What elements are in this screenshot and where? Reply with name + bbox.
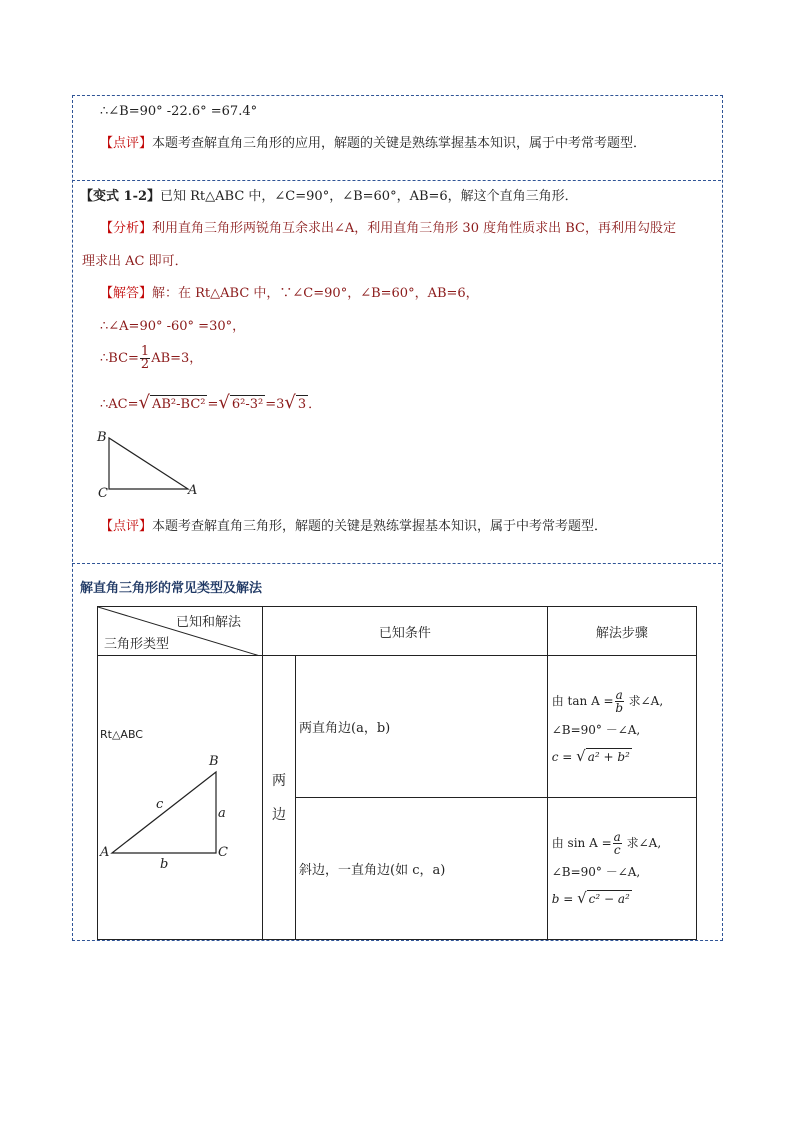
- diagonal-header-cell: [98, 607, 263, 656]
- table-label-a: A: [100, 845, 110, 860]
- half-num: 1: [140, 344, 150, 359]
- group-label-2: 边: [272, 806, 286, 823]
- variant-label-a: A: [188, 483, 198, 498]
- variant-label-b: B: [97, 430, 107, 445]
- variant-triangle: [109, 438, 188, 489]
- row2-den: c: [613, 842, 621, 857]
- ac-end: ．: [308, 397, 322, 412]
- answer-text-1: 解：在 Rt△ABC 中，∵∠C=90°，∠B=60°，AB=6，: [152, 286, 479, 301]
- col-condition-header: 已知条件: [263, 607, 548, 656]
- table-label-c-side: c: [156, 797, 164, 812]
- row1-steps: [547, 656, 696, 798]
- row1-condition: 两直角边(a，b): [296, 656, 548, 798]
- answer-line-2: ∴∠A=90° -60° =30°，: [100, 319, 246, 334]
- row2-step1-pre: 由: [551, 835, 564, 850]
- row1-num: a: [615, 687, 623, 702]
- row1-step1-post: 求∠A,: [628, 693, 664, 708]
- variant-comment: [100, 518, 607, 536]
- table-label-c: C: [218, 845, 228, 860]
- answer-line-4: ∴AC=√ AB²-BC² =√ 6²-3² =3√ 3 ．: [100, 392, 322, 413]
- col-steps-header: 解法步骤: [547, 607, 696, 656]
- answer-tag: 【解答】: [100, 286, 153, 301]
- table-label-a-side: a: [218, 806, 226, 821]
- table-triangle-figure: [98, 756, 260, 866]
- variant-question: [80, 188, 578, 206]
- bc-pre: ∴BC=: [100, 351, 139, 366]
- variant-comment-tag: 【点评】: [100, 519, 153, 534]
- row1-radicand: a² + b²: [587, 749, 630, 764]
- row1-step3: c = √ a² + b²: [551, 746, 630, 765]
- table-label-b: B: [209, 754, 219, 769]
- variant-tag: 【变式 1-2】: [80, 189, 161, 204]
- analysis-tag: 【分析】: [100, 221, 153, 236]
- diag-bottom-label: 三角形类型: [104, 637, 170, 652]
- variant-question-text: 已知 Rt△ABC 中，∠C=90°，∠B=60°，AB=6，解这个直角三角形．: [160, 189, 578, 204]
- ac-pre: ∴AC=: [100, 397, 139, 412]
- answer-line-3: [100, 346, 202, 371]
- group-label-1: 两: [272, 772, 286, 789]
- row2-step2: ∠B=90° －∠A,: [551, 864, 641, 879]
- divider-2: [72, 563, 721, 564]
- group-cell: [263, 656, 296, 940]
- row2-step3: b = √ c² − a²: [551, 888, 630, 907]
- comment-tag: 【点评】: [100, 136, 153, 151]
- comment-text: 本题考查解直角三角形的应用，解题的关键是熟练掌握基本知识，属于中考常考题型．: [152, 136, 647, 151]
- row1-step2: ∠B=90° －∠A,: [551, 722, 641, 737]
- analysis-line-2: 理求出 AC 即可．: [82, 254, 188, 269]
- half-den: 2: [140, 357, 150, 372]
- row2-func: sin A =: [567, 835, 612, 850]
- row1-den: b: [615, 700, 624, 715]
- ac-radicand-1: AB²-BC²: [151, 397, 206, 412]
- variant-label-c: C: [98, 486, 108, 501]
- half-fraction: [140, 346, 150, 371]
- analysis-line-1: [100, 220, 676, 238]
- row2-condition: 斜边，一直角边(如 c，a): [296, 798, 548, 940]
- variant-comment-text: 本题考查解直角三角形，解题的关键是熟练掌握基本知识，属于中考常考题型．: [152, 519, 608, 534]
- analysis-text-1: 利用直角三角形两锐角互余求出∠A，利用直角三角形 30 度角性质求出 BC，再利用勾股定: [152, 221, 676, 236]
- row2-num: a: [613, 829, 621, 844]
- solution-table: [97, 606, 697, 940]
- top-comment: [100, 135, 646, 153]
- answer-line-1: [100, 285, 479, 303]
- row1-frac: [615, 689, 624, 714]
- ac-post: =3: [265, 397, 285, 412]
- table-label-b-side: b: [160, 857, 169, 872]
- ac-mid: =: [207, 397, 219, 412]
- row2-steps: [547, 798, 696, 940]
- row2-radicand: c² − a²: [588, 891, 630, 906]
- type-label: Rt△ABC: [100, 728, 143, 741]
- row1-func: tan A =: [567, 693, 614, 708]
- table-triangle: [112, 772, 216, 853]
- row2-frac: [613, 831, 622, 856]
- row1-step1-pre: 由: [551, 693, 564, 708]
- ac-radicand-3: 3: [297, 397, 307, 412]
- divider-1: [72, 180, 721, 181]
- section-title: 解直角三角形的常见类型及解法: [80, 581, 263, 596]
- type-cell: [98, 656, 263, 940]
- diag-top-label: 已知和解法: [176, 615, 242, 630]
- bc-post: AB=3，: [151, 351, 203, 366]
- ac-radicand-2: 6²-3²: [231, 397, 264, 412]
- row2-step1-post: 求∠A,: [626, 835, 662, 850]
- top-line-1: ∴∠B=90° -22.6° =67.4°: [100, 104, 258, 119]
